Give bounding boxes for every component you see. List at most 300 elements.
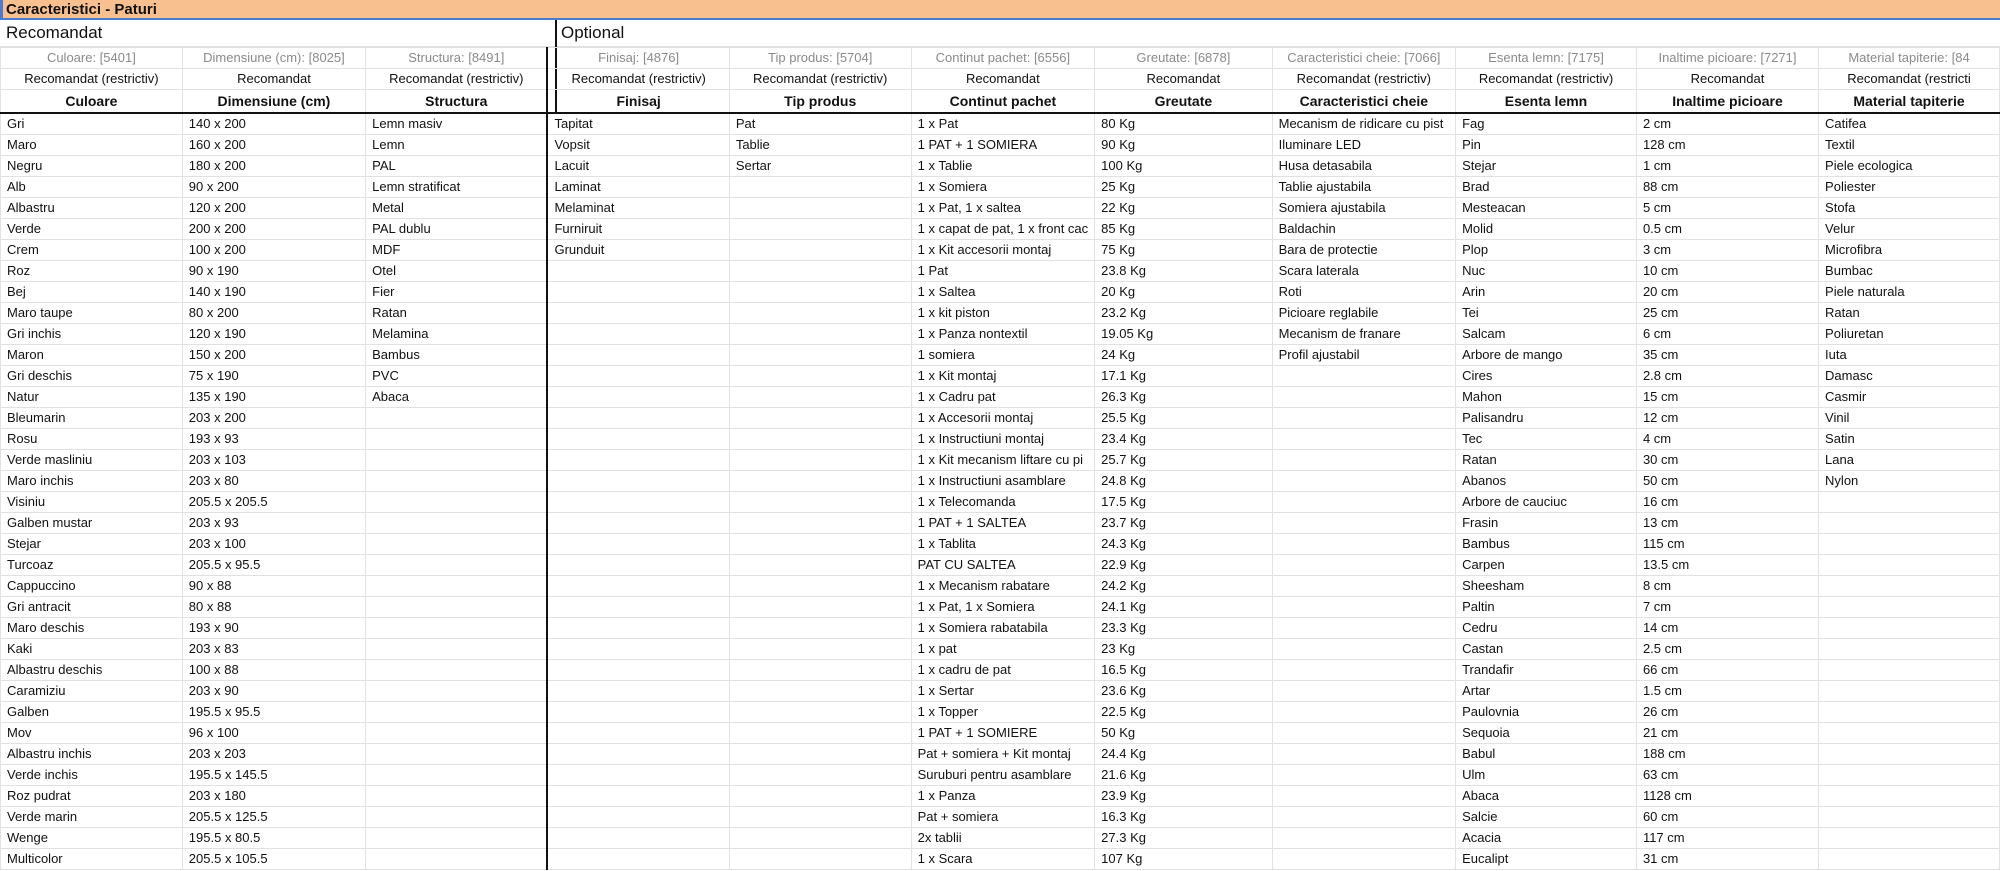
table-cell[interactable] — [729, 722, 911, 743]
table-cell[interactable] — [1272, 764, 1455, 785]
table-cell[interactable]: 24.2 Kg — [1095, 575, 1272, 596]
table-cell[interactable]: 20 Kg — [1095, 281, 1272, 302]
column-header[interactable]: Esenta lemn — [1456, 90, 1637, 113]
table-cell[interactable] — [1272, 722, 1455, 743]
table-cell[interactable] — [729, 407, 911, 428]
table-cell[interactable] — [366, 512, 548, 533]
table-cell[interactable]: Natur — [1, 386, 183, 407]
table-cell[interactable] — [366, 743, 548, 764]
table-cell[interactable]: Bambus — [1456, 533, 1637, 554]
table-cell[interactable]: 90 Kg — [1095, 134, 1272, 155]
table-cell[interactable]: 195.5 x 145.5 — [182, 764, 365, 785]
table-cell[interactable]: 200 x 200 — [182, 218, 365, 239]
table-cell[interactable]: Galben — [1, 701, 183, 722]
table-cell[interactable]: 80 x 200 — [182, 302, 365, 323]
table-cell[interactable]: Maro inchis — [1, 470, 183, 491]
table-cell[interactable]: 35 cm — [1636, 344, 1818, 365]
section-recommended[interactable]: Recomandat — [6, 23, 103, 42]
table-cell[interactable]: 16 cm — [1636, 491, 1818, 512]
attribute-code-cell[interactable]: Material tapiterie: [84 — [1819, 48, 2000, 69]
table-cell[interactable] — [729, 302, 911, 323]
table-cell[interactable]: 1 x Saltea — [911, 281, 1095, 302]
table-cell[interactable]: 66 cm — [1636, 659, 1818, 680]
table-cell[interactable]: Abaca — [1456, 785, 1637, 806]
table-cell[interactable]: 1 PAT + 1 SOMIERA — [911, 134, 1095, 155]
table-cell[interactable]: Albastru — [1, 197, 183, 218]
table-cell[interactable] — [366, 827, 548, 848]
table-cell[interactable]: 25.7 Kg — [1095, 449, 1272, 470]
table-cell[interactable]: 203 x 83 — [182, 638, 365, 659]
requirement-cell[interactable]: Recomandat (restrictiv) — [729, 69, 911, 90]
table-cell[interactable]: Castan — [1456, 638, 1637, 659]
table-cell[interactable]: Bambus — [366, 344, 548, 365]
table-cell[interactable]: 1 cm — [1636, 155, 1818, 176]
attribute-code-cell[interactable]: Inaltime picioare: [7271] — [1636, 48, 1818, 69]
table-cell[interactable]: Roz pudrat — [1, 785, 183, 806]
table-cell[interactable]: Stejar — [1456, 155, 1637, 176]
table-cell[interactable]: 25 Kg — [1095, 176, 1272, 197]
table-cell[interactable]: Nuc — [1456, 260, 1637, 281]
table-cell[interactable] — [1819, 617, 2000, 638]
table-cell[interactable]: 1 x cadru de pat — [911, 659, 1095, 680]
table-cell[interactable] — [547, 827, 729, 848]
table-cell[interactable]: Gri deschis — [1, 365, 183, 386]
column-header[interactable]: Material tapiterie — [1819, 90, 2000, 113]
table-cell[interactable]: Cedru — [1456, 617, 1637, 638]
table-cell[interactable]: 17.5 Kg — [1095, 491, 1272, 512]
table-cell[interactable] — [366, 764, 548, 785]
column-header[interactable]: Finisaj — [547, 90, 729, 113]
table-cell[interactable]: Nylon — [1819, 470, 2000, 491]
table-cell[interactable] — [547, 512, 729, 533]
table-cell[interactable]: 75 x 190 — [182, 365, 365, 386]
table-cell[interactable]: 203 x 80 — [182, 470, 365, 491]
table-cell[interactable]: 100 x 88 — [182, 659, 365, 680]
table-cell[interactable] — [729, 785, 911, 806]
table-cell[interactable]: Maro taupe — [1, 302, 183, 323]
column-header[interactable]: Greutate — [1095, 90, 1272, 113]
table-cell[interactable]: 14 cm — [1636, 617, 1818, 638]
table-cell[interactable]: Mov — [1, 722, 183, 743]
table-cell[interactable]: Maro — [1, 134, 183, 155]
table-cell[interactable]: Cappuccino — [1, 575, 183, 596]
table-cell[interactable] — [729, 365, 911, 386]
table-cell[interactable]: Laminat — [547, 176, 729, 197]
table-cell[interactable]: 0.5 cm — [1636, 218, 1818, 239]
table-cell[interactable] — [1819, 554, 2000, 575]
column-header[interactable]: Continut pachet — [911, 90, 1095, 113]
table-cell[interactable]: 2 cm — [1636, 113, 1818, 135]
table-cell[interactable] — [1819, 512, 2000, 533]
table-cell[interactable]: Mecanism de franare — [1272, 323, 1455, 344]
table-cell[interactable]: Sertar — [729, 155, 911, 176]
table-cell[interactable]: Roz — [1, 260, 183, 281]
table-cell[interactable]: 22 Kg — [1095, 197, 1272, 218]
table-cell[interactable]: Grunduit — [547, 239, 729, 260]
table-cell[interactable] — [547, 281, 729, 302]
table-cell[interactable] — [1272, 491, 1455, 512]
table-cell[interactable] — [547, 575, 729, 596]
table-cell[interactable]: 2x tablii — [911, 827, 1095, 848]
table-cell[interactable] — [547, 449, 729, 470]
requirement-cell[interactable]: Recomandat (restricti — [1819, 69, 2000, 90]
table-cell[interactable]: 27.3 Kg — [1095, 827, 1272, 848]
table-cell[interactable] — [547, 806, 729, 827]
table-cell[interactable]: 150 x 200 — [182, 344, 365, 365]
table-cell[interactable]: Piele naturala — [1819, 281, 2000, 302]
table-cell[interactable] — [1819, 764, 2000, 785]
table-cell[interactable]: 1 PAT + 1 SALTEA — [911, 512, 1095, 533]
table-cell[interactable] — [729, 554, 911, 575]
table-cell[interactable]: 193 x 90 — [182, 617, 365, 638]
table-cell[interactable]: 203 x 100 — [182, 533, 365, 554]
table-cell[interactable]: PAL dublu — [366, 218, 548, 239]
table-cell[interactable] — [366, 638, 548, 659]
table-cell[interactable]: 23.4 Kg — [1095, 428, 1272, 449]
table-cell[interactable] — [1272, 554, 1455, 575]
table-cell[interactable] — [1272, 575, 1455, 596]
table-cell[interactable]: Albastru inchis — [1, 743, 183, 764]
table-cell[interactable]: 15 cm — [1636, 386, 1818, 407]
table-cell[interactable] — [366, 407, 548, 428]
table-cell[interactable]: 22.5 Kg — [1095, 701, 1272, 722]
table-cell[interactable]: Paltin — [1456, 596, 1637, 617]
table-cell[interactable] — [366, 533, 548, 554]
table-cell[interactable]: Babul — [1456, 743, 1637, 764]
table-cell[interactable]: Turcoaz — [1, 554, 183, 575]
table-cell[interactable] — [366, 428, 548, 449]
table-cell[interactable] — [1272, 701, 1455, 722]
table-cell[interactable]: Stofa — [1819, 197, 2000, 218]
table-cell[interactable]: 1 x Somiera rabatabila — [911, 617, 1095, 638]
requirement-cell[interactable]: Recomandat — [911, 69, 1095, 90]
requirement-cell[interactable]: Recomandat (restrictiv) — [1456, 69, 1637, 90]
table-cell[interactable]: Gri antracit — [1, 596, 183, 617]
requirement-cell[interactable]: Recomandat (restrictiv) — [1272, 69, 1455, 90]
table-cell[interactable]: Pat + somiera + Kit montaj — [911, 743, 1095, 764]
table-cell[interactable]: Damasc — [1819, 365, 2000, 386]
table-cell[interactable] — [1819, 680, 2000, 701]
table-cell[interactable]: Palisandru — [1456, 407, 1637, 428]
table-cell[interactable]: 1 x Kit mecanism liftare cu pi — [911, 449, 1095, 470]
table-cell[interactable]: 24.3 Kg — [1095, 533, 1272, 554]
table-cell[interactable]: 50 cm — [1636, 470, 1818, 491]
table-cell[interactable]: 1 x Pat, 1 x Somiera — [911, 596, 1095, 617]
table-cell[interactable]: 24.1 Kg — [1095, 596, 1272, 617]
table-cell[interactable]: Kaki — [1, 638, 183, 659]
table-cell[interactable]: 16.3 Kg — [1095, 806, 1272, 827]
table-cell[interactable] — [729, 512, 911, 533]
table-cell[interactable] — [366, 617, 548, 638]
table-cell[interactable] — [729, 281, 911, 302]
table-cell[interactable] — [1272, 428, 1455, 449]
table-cell[interactable]: 4 cm — [1636, 428, 1818, 449]
table-cell[interactable]: Lemn masiv — [366, 113, 548, 135]
table-cell[interactable] — [1819, 596, 2000, 617]
attribute-code-cell[interactable]: Structura: [8491] — [366, 48, 548, 69]
table-cell[interactable]: Lana — [1819, 449, 2000, 470]
table-cell[interactable]: 1 x Pat, 1 x saltea — [911, 197, 1095, 218]
table-cell[interactable]: 203 x 93 — [182, 512, 365, 533]
table-cell[interactable]: 100 Kg — [1095, 155, 1272, 176]
table-cell[interactable]: 1 x Scara — [911, 848, 1095, 869]
table-cell[interactable]: Tablie ajustabila — [1272, 176, 1455, 197]
column-header[interactable]: Inaltime picioare — [1636, 90, 1818, 113]
table-cell[interactable]: 195.5 x 80.5 — [182, 827, 365, 848]
table-cell[interactable] — [366, 596, 548, 617]
table-cell[interactable]: Roti — [1272, 281, 1455, 302]
table-cell[interactable]: Mecanism de ridicare cu pist — [1272, 113, 1455, 135]
table-cell[interactable]: 128 cm — [1636, 134, 1818, 155]
table-cell[interactable] — [1819, 491, 2000, 512]
table-cell[interactable] — [1272, 617, 1455, 638]
table-cell[interactable]: Otel — [366, 260, 548, 281]
table-cell[interactable] — [1272, 806, 1455, 827]
table-cell[interactable]: 20 cm — [1636, 281, 1818, 302]
attribute-code-cell[interactable]: Continut pachet: [6556] — [911, 48, 1095, 69]
table-cell[interactable]: Gri — [1, 113, 183, 135]
sheet-title-cell[interactable] — [0, 0, 2000, 20]
table-cell[interactable]: Sheesham — [1456, 575, 1637, 596]
table-cell[interactable] — [729, 575, 911, 596]
table-cell[interactable]: Profil ajustabil — [1272, 344, 1455, 365]
table-cell[interactable] — [729, 491, 911, 512]
table-cell[interactable] — [547, 260, 729, 281]
table-cell[interactable]: Somiera ajustabila — [1272, 197, 1455, 218]
table-cell[interactable]: 13 cm — [1636, 512, 1818, 533]
table-cell[interactable] — [729, 218, 911, 239]
table-cell[interactable]: Eucalipt — [1456, 848, 1637, 869]
table-cell[interactable] — [729, 659, 911, 680]
attribute-code-cell[interactable]: Dimensiune (cm): [8025] — [182, 48, 365, 69]
table-cell[interactable]: Melaminat — [547, 197, 729, 218]
table-cell[interactable]: Husa detasabila — [1272, 155, 1455, 176]
table-cell[interactable]: 1 x Tablie — [911, 155, 1095, 176]
table-cell[interactable]: Microfibra — [1819, 239, 2000, 260]
table-cell[interactable] — [729, 764, 911, 785]
table-cell[interactable]: 195.5 x 95.5 — [182, 701, 365, 722]
table-cell[interactable]: Maron — [1, 344, 183, 365]
table-cell[interactable]: 26 cm — [1636, 701, 1818, 722]
table-cell[interactable]: Tei — [1456, 302, 1637, 323]
attribute-code-cell[interactable]: Caracteristici cheie: [7066] — [1272, 48, 1455, 69]
table-cell[interactable]: Poliuretan — [1819, 323, 2000, 344]
table-cell[interactable] — [1272, 596, 1455, 617]
table-cell[interactable]: 1 somiera — [911, 344, 1095, 365]
table-cell[interactable]: Casmir — [1819, 386, 2000, 407]
table-cell[interactable] — [547, 701, 729, 722]
attribute-code-cell[interactable]: Culoare: [5401] — [1, 48, 183, 69]
table-cell[interactable]: 1128 cm — [1636, 785, 1818, 806]
table-cell[interactable]: 30 cm — [1636, 449, 1818, 470]
table-cell[interactable] — [547, 785, 729, 806]
table-cell[interactable]: 203 x 180 — [182, 785, 365, 806]
table-cell[interactable]: PAL — [366, 155, 548, 176]
table-cell[interactable]: 23.6 Kg — [1095, 680, 1272, 701]
table-cell[interactable]: Tapitat — [547, 113, 729, 135]
table-cell[interactable]: 203 x 90 — [182, 680, 365, 701]
table-cell[interactable]: Lemn stratificat — [366, 176, 548, 197]
table-cell[interactable]: 24 Kg — [1095, 344, 1272, 365]
table-cell[interactable]: 107 Kg — [1095, 848, 1272, 869]
table-cell[interactable]: Bumbac — [1819, 260, 2000, 281]
table-cell[interactable]: 1 x Topper — [911, 701, 1095, 722]
table-cell[interactable]: Gri inchis — [1, 323, 183, 344]
table-cell[interactable] — [547, 743, 729, 764]
table-cell[interactable] — [1819, 659, 2000, 680]
table-cell[interactable]: 160 x 200 — [182, 134, 365, 155]
table-cell[interactable]: 80 x 88 — [182, 596, 365, 617]
table-cell[interactable] — [729, 239, 911, 260]
table-cell[interactable] — [366, 575, 548, 596]
table-cell[interactable] — [1272, 659, 1455, 680]
table-cell[interactable]: Caramiziu — [1, 680, 183, 701]
table-cell[interactable]: Verde marin — [1, 806, 183, 827]
table-cell[interactable]: Wenge — [1, 827, 183, 848]
table-cell[interactable]: 1 x Pat — [911, 113, 1095, 135]
table-cell[interactable]: Vopsit — [547, 134, 729, 155]
requirement-cell[interactable]: Recomandat (restrictiv) — [366, 69, 548, 90]
table-cell[interactable]: 117 cm — [1636, 827, 1818, 848]
table-cell[interactable]: 1 x Kit montaj — [911, 365, 1095, 386]
table-cell[interactable]: Visiniu — [1, 491, 183, 512]
table-cell[interactable]: 23.9 Kg — [1095, 785, 1272, 806]
table-cell[interactable] — [1272, 743, 1455, 764]
table-cell[interactable]: 19.05 Kg — [1095, 323, 1272, 344]
column-header[interactable]: Tip produs — [729, 90, 911, 113]
table-cell[interactable] — [1819, 848, 2000, 869]
table-cell[interactable]: Acacia — [1456, 827, 1637, 848]
table-cell[interactable]: 1 x capat de pat, 1 x front cac — [911, 218, 1095, 239]
table-cell[interactable]: Bleumarin — [1, 407, 183, 428]
table-cell[interactable] — [547, 386, 729, 407]
table-cell[interactable]: 205.5 x 105.5 — [182, 848, 365, 869]
table-cell[interactable]: 2.8 cm — [1636, 365, 1818, 386]
table-cell[interactable] — [729, 848, 911, 869]
table-cell[interactable]: Salcam — [1456, 323, 1637, 344]
table-cell[interactable]: Mesteacan — [1456, 197, 1637, 218]
table-cell[interactable]: Lemn — [366, 134, 548, 155]
table-cell[interactable] — [729, 680, 911, 701]
table-cell[interactable]: 90 x 200 — [182, 176, 365, 197]
attribute-code-cell[interactable]: Greutate: [6878] — [1095, 48, 1272, 69]
table-cell[interactable]: Iuta — [1819, 344, 2000, 365]
table-cell[interactable]: PAT CU SALTEA — [911, 554, 1095, 575]
table-cell[interactable] — [729, 323, 911, 344]
table-cell[interactable] — [1819, 575, 2000, 596]
table-cell[interactable] — [1819, 722, 2000, 743]
table-cell[interactable]: Galben mustar — [1, 512, 183, 533]
table-cell[interactable]: 10 cm — [1636, 260, 1818, 281]
table-cell[interactable] — [729, 827, 911, 848]
table-cell[interactable]: 50 Kg — [1095, 722, 1272, 743]
table-cell[interactable] — [1272, 638, 1455, 659]
section-optional[interactable]: Optional — [561, 23, 625, 42]
table-cell[interactable]: 1 x Accesorii montaj — [911, 407, 1095, 428]
table-cell[interactable] — [1272, 533, 1455, 554]
table-cell[interactable]: 1 x Kit accesorii montaj — [911, 239, 1095, 260]
table-cell[interactable]: Satin — [1819, 428, 2000, 449]
table-cell[interactable]: Scara laterala — [1272, 260, 1455, 281]
table-cell[interactable] — [729, 701, 911, 722]
table-cell[interactable]: 7 cm — [1636, 596, 1818, 617]
table-cell[interactable] — [547, 680, 729, 701]
table-cell[interactable] — [1272, 785, 1455, 806]
table-cell[interactable]: 63 cm — [1636, 764, 1818, 785]
table-cell[interactable]: 120 x 200 — [182, 197, 365, 218]
table-cell[interactable] — [1272, 848, 1455, 869]
table-cell[interactable]: Arbore de cauciuc — [1456, 491, 1637, 512]
table-cell[interactable]: 31 cm — [1636, 848, 1818, 869]
table-cell[interactable]: Tec — [1456, 428, 1637, 449]
table-cell[interactable] — [729, 470, 911, 491]
table-cell[interactable] — [547, 407, 729, 428]
column-header[interactable]: Dimensiune (cm) — [182, 90, 365, 113]
table-cell[interactable]: Abaca — [366, 386, 548, 407]
table-cell[interactable] — [1819, 806, 2000, 827]
table-cell[interactable]: 1 x Somiera — [911, 176, 1095, 197]
table-cell[interactable] — [1272, 407, 1455, 428]
column-header[interactable]: Culoare — [1, 90, 183, 113]
table-cell[interactable]: 21 cm — [1636, 722, 1818, 743]
table-cell[interactable]: 5 cm — [1636, 197, 1818, 218]
table-cell[interactable]: Arbore de mango — [1456, 344, 1637, 365]
table-cell[interactable]: 140 x 190 — [182, 281, 365, 302]
table-cell[interactable]: 1 x Instructiuni montaj — [911, 428, 1095, 449]
requirement-cell[interactable]: Recomandat (restrictiv) — [1, 69, 183, 90]
table-cell[interactable]: 205.5 x 205.5 — [182, 491, 365, 512]
table-cell[interactable]: Ratan — [1456, 449, 1637, 470]
table-cell[interactable]: Suruburi pentru asamblare — [911, 764, 1095, 785]
table-cell[interactable]: Cires — [1456, 365, 1637, 386]
table-cell[interactable]: 1 x Panza nontextil — [911, 323, 1095, 344]
table-cell[interactable]: Artar — [1456, 680, 1637, 701]
table-cell[interactable]: Bej — [1, 281, 183, 302]
table-cell[interactable] — [547, 428, 729, 449]
table-cell[interactable]: 205.5 x 125.5 — [182, 806, 365, 827]
table-cell[interactable] — [729, 533, 911, 554]
table-cell[interactable]: 1 x Mecanism rabatare — [911, 575, 1095, 596]
table-cell[interactable]: 6 cm — [1636, 323, 1818, 344]
table-cell[interactable]: 24.8 Kg — [1095, 470, 1272, 491]
table-cell[interactable] — [1272, 512, 1455, 533]
table-cell[interactable]: 1 Pat — [911, 260, 1095, 281]
table-cell[interactable] — [547, 323, 729, 344]
table-cell[interactable]: Poliester — [1819, 176, 2000, 197]
table-cell[interactable]: 13.5 cm — [1636, 554, 1818, 575]
table-cell[interactable]: 12 cm — [1636, 407, 1818, 428]
table-cell[interactable] — [366, 659, 548, 680]
table-cell[interactable] — [729, 806, 911, 827]
table-cell[interactable] — [1272, 449, 1455, 470]
table-cell[interactable]: PVC — [366, 365, 548, 386]
requirement-cell[interactable]: Recomandat — [1095, 69, 1272, 90]
table-cell[interactable]: Ratan — [1819, 302, 2000, 323]
table-cell[interactable] — [1272, 365, 1455, 386]
table-cell[interactable] — [547, 764, 729, 785]
table-cell[interactable]: Multicolor — [1, 848, 183, 869]
table-cell[interactable] — [729, 617, 911, 638]
table-cell[interactable]: Salcie — [1456, 806, 1637, 827]
table-cell[interactable] — [547, 302, 729, 323]
table-cell[interactable]: Abanos — [1456, 470, 1637, 491]
table-cell[interactable]: Piele ecologica — [1819, 155, 2000, 176]
table-cell[interactable]: 24.4 Kg — [1095, 743, 1272, 764]
table-cell[interactable]: 26.3 Kg — [1095, 386, 1272, 407]
table-cell[interactable]: 1 x Sertar — [911, 680, 1095, 701]
table-cell[interactable]: 180 x 200 — [182, 155, 365, 176]
table-cell[interactable]: Molid — [1456, 218, 1637, 239]
